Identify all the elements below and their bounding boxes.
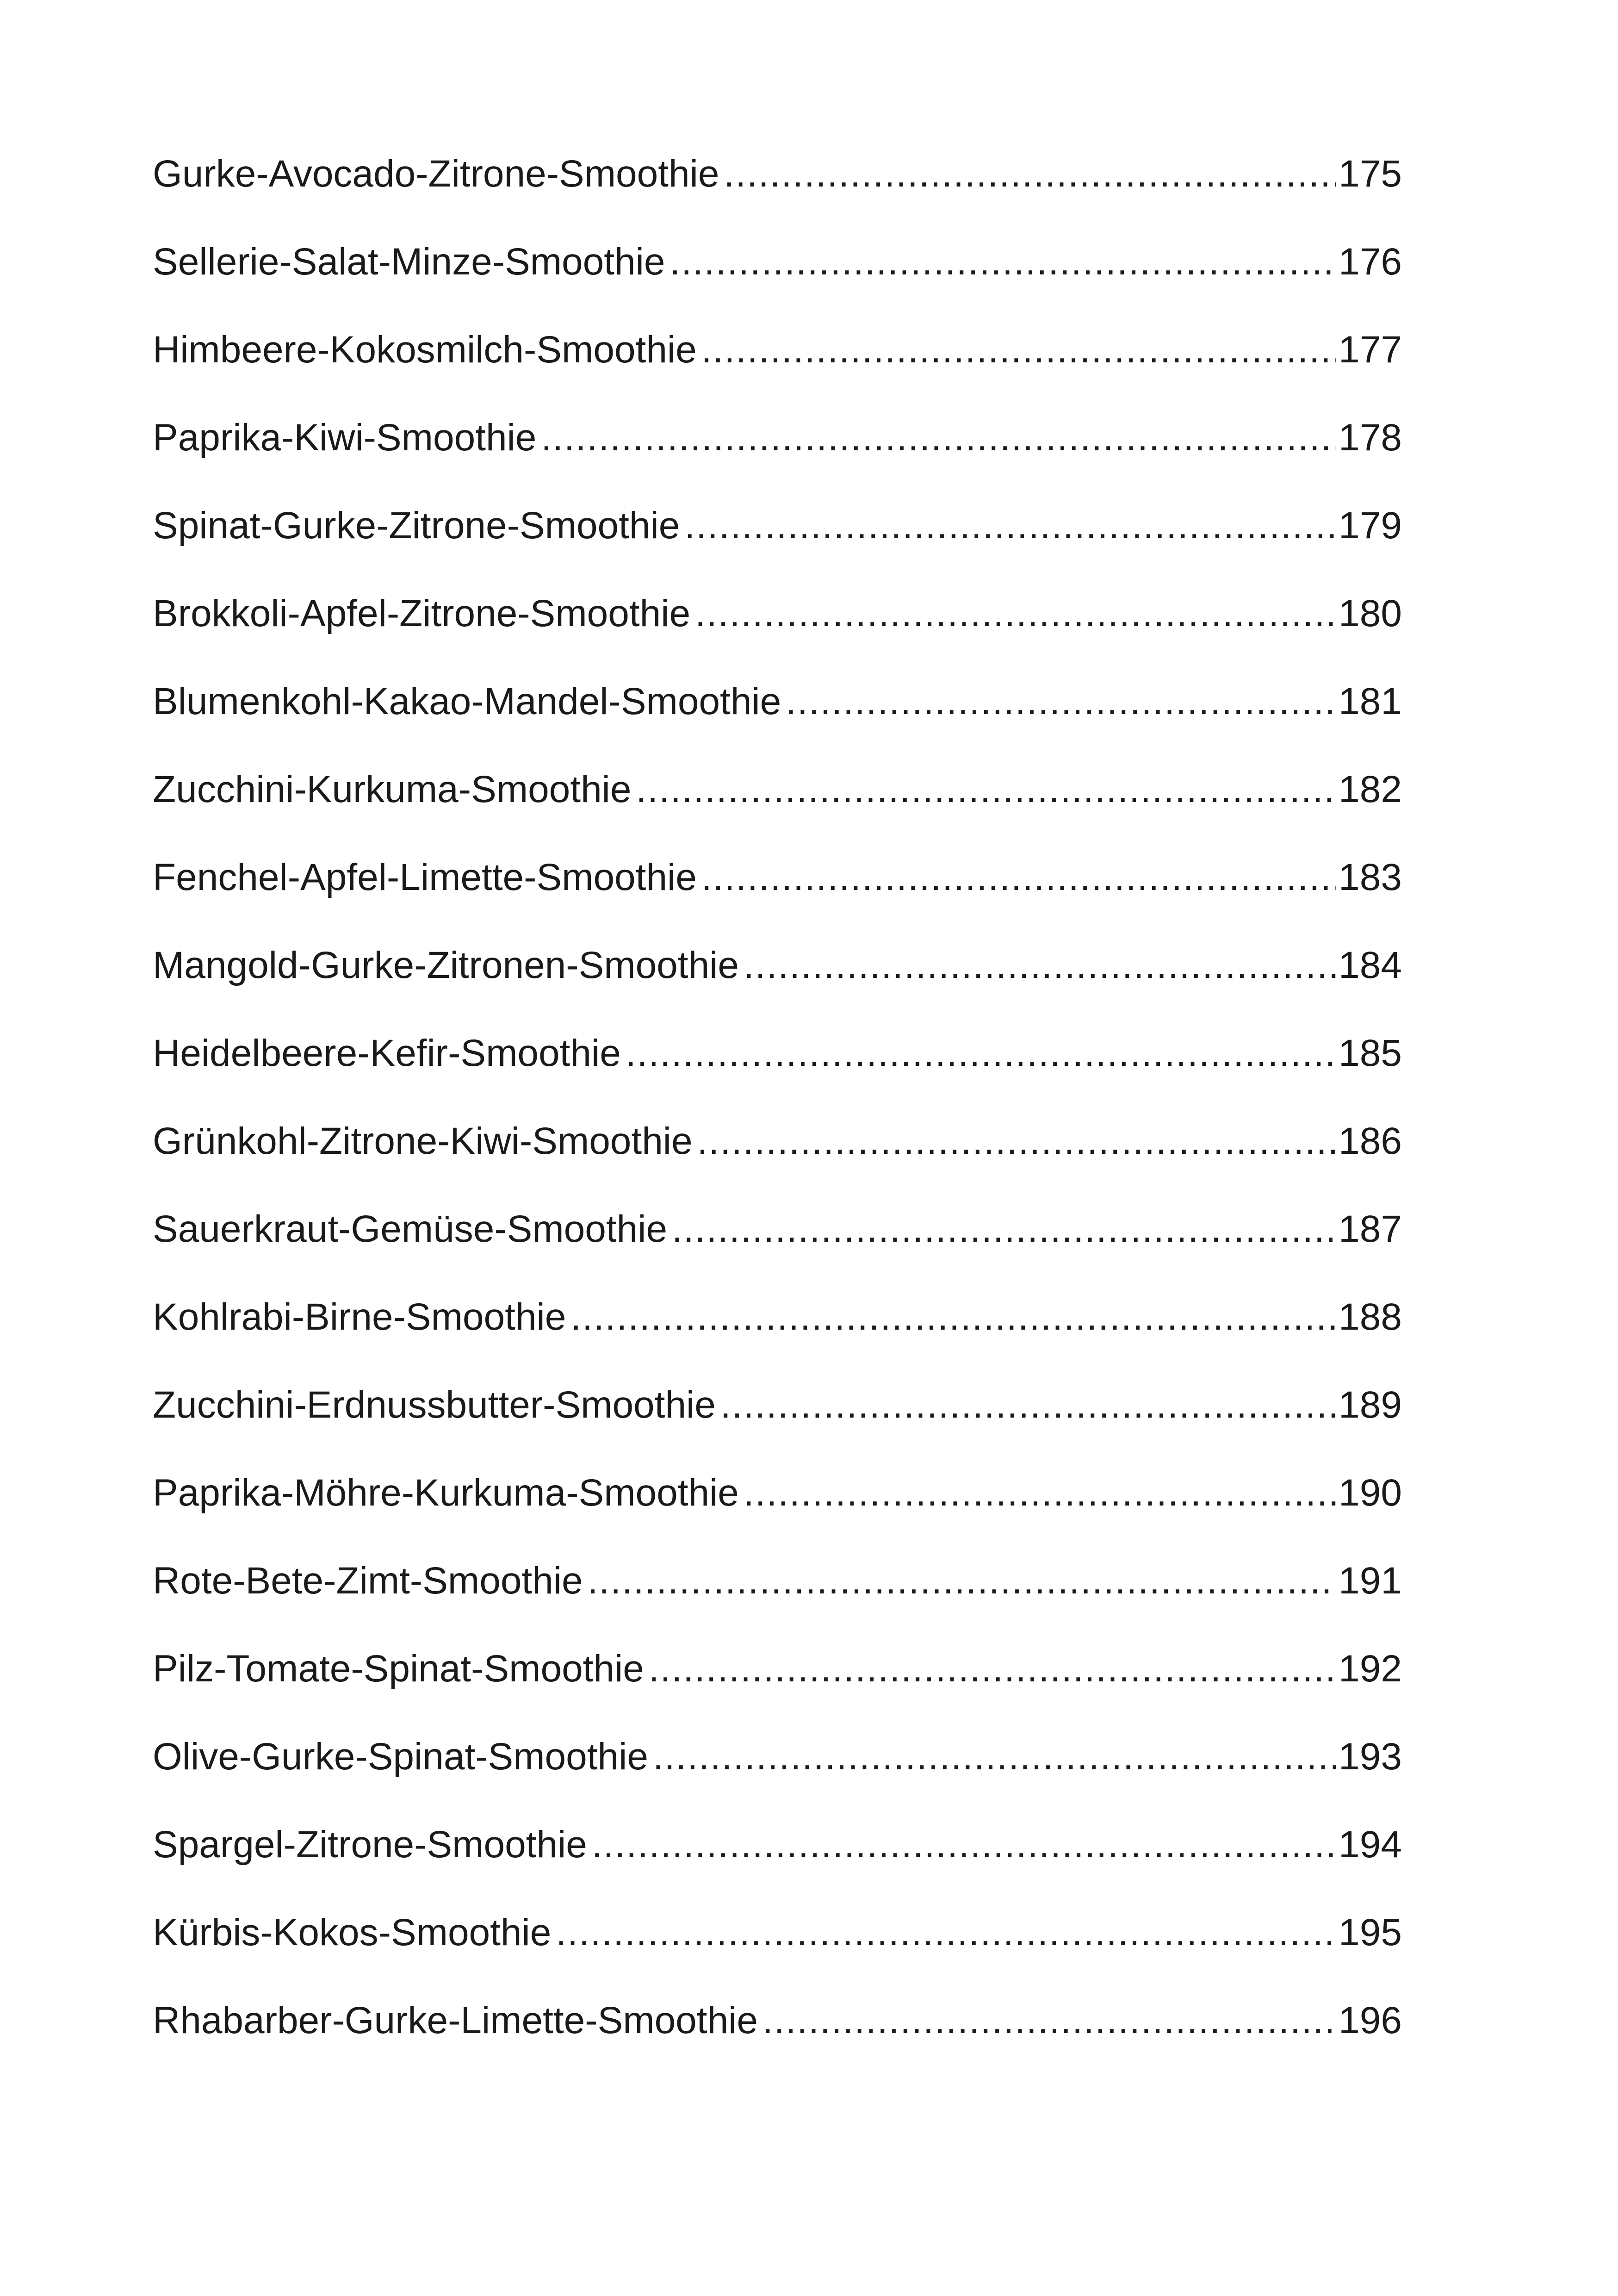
toc-entry[interactable] bbox=[153, 1034, 1402, 1122]
toc-entry-title: Rote-Bete-Zimt-Smoothie bbox=[153, 1560, 583, 1602]
toc-entry-page: 179 bbox=[1339, 504, 1402, 547]
toc-entry-page: 176 bbox=[1339, 241, 1402, 283]
toc-entry-title: Blumenkohl-Kakao-Mandel-Smoothie bbox=[153, 680, 781, 722]
toc-entry[interactable] bbox=[153, 1999, 1402, 2090]
toc-entry-page: 187 bbox=[1339, 1208, 1402, 1250]
toc-entry[interactable] bbox=[153, 1298, 1402, 1386]
toc-dot-leader bbox=[588, 1562, 1336, 1600]
toc-entry[interactable] bbox=[153, 1738, 1402, 1826]
toc-entry-page: 188 bbox=[1339, 1296, 1402, 1338]
toc-dot-leader bbox=[744, 946, 1336, 984]
toc-entry[interactable] bbox=[153, 768, 1402, 859]
toc-entry-title: Zucchini-Kurkuma-Smoothie bbox=[153, 768, 632, 810]
toc-entry-page: 183 bbox=[1339, 856, 1402, 898]
toc-entry-title: Olive-Gurke-Spinat-Smoothie bbox=[153, 1736, 648, 1778]
toc-entry-page: 184 bbox=[1339, 944, 1402, 986]
toc-entry-page: 196 bbox=[1339, 1999, 1402, 2041]
toc-entry-title: Grünkohl-Zitrone-Kiwi-Smoothie bbox=[153, 1120, 693, 1162]
toc-dot-leader bbox=[649, 1650, 1336, 1688]
toc-dot-leader bbox=[636, 771, 1336, 809]
toc-entry-title: Gurke-Avocado-Zitrone-Smoothie bbox=[153, 153, 719, 195]
toc-entry-title: Rhabarber-Gurke-Limette-Smoothie bbox=[153, 1999, 758, 2041]
toc-entry-title: Zucchini-Erdnussbutter-Smoothie bbox=[153, 1384, 716, 1426]
toc-entry-title: Sellerie-Salat-Minze-Smoothie bbox=[153, 241, 665, 283]
toc-entry[interactable] bbox=[153, 946, 1402, 1034]
toc-entry-title: Fenchel-Apfel-Limette-Smoothie bbox=[153, 856, 697, 898]
toc-entry-page: 180 bbox=[1339, 592, 1402, 635]
toc-entry[interactable] bbox=[153, 1474, 1402, 1562]
toc-entry[interactable] bbox=[153, 419, 1402, 507]
toc-entry-title: Sauerkraut-Gemüse-Smoothie bbox=[153, 1208, 668, 1250]
toc-dot-leader bbox=[744, 1474, 1336, 1512]
toc-entry-title: Pilz-Tomate-Spinat-Smoothie bbox=[153, 1648, 644, 1690]
toc-entry[interactable] bbox=[153, 1386, 1402, 1474]
toc-entry-page: 186 bbox=[1339, 1120, 1402, 1162]
toc-entry[interactable] bbox=[153, 1911, 1402, 2002]
toc-entry[interactable] bbox=[153, 680, 1402, 771]
toc-entry[interactable] bbox=[153, 155, 1402, 243]
toc-entry-title: Heidelbeere-Kefir-Smoothie bbox=[153, 1032, 621, 1074]
toc-entry-page: 177 bbox=[1339, 329, 1402, 371]
toc-entry[interactable] bbox=[153, 331, 1402, 419]
toc-dot-leader bbox=[720, 1386, 1336, 1424]
toc-entry-page: 178 bbox=[1339, 417, 1402, 459]
toc-dot-leader bbox=[626, 1034, 1336, 1072]
toc-entry[interactable] bbox=[153, 504, 1402, 595]
toc-dot-leader bbox=[541, 419, 1336, 457]
toc-dot-leader bbox=[670, 243, 1336, 281]
table-of-contents bbox=[153, 155, 1402, 2090]
toc-dot-leader bbox=[684, 507, 1336, 545]
toc-entry-page: 185 bbox=[1339, 1032, 1402, 1074]
toc-dot-leader bbox=[786, 683, 1336, 721]
toc-entry-page: 181 bbox=[1339, 680, 1402, 722]
toc-entry-title: Spinat-Gurke-Zitrone-Smoothie bbox=[153, 504, 680, 547]
toc-dot-leader bbox=[653, 1738, 1336, 1776]
toc-entry-title: Paprika-Möhre-Kurkuma-Smoothie bbox=[153, 1472, 739, 1514]
toc-entry-title: Himbeere-Kokosmilch-Smoothie bbox=[153, 329, 697, 371]
toc-entry-title: Spargel-Zitrone-Smoothie bbox=[153, 1823, 587, 1866]
toc-entry-page: 189 bbox=[1339, 1384, 1402, 1426]
toc-entry-page: 194 bbox=[1339, 1823, 1402, 1866]
toc-entry-page: 193 bbox=[1339, 1736, 1402, 1778]
toc-entry[interactable] bbox=[153, 856, 1402, 946]
toc-entry[interactable] bbox=[153, 243, 1402, 331]
toc-dot-leader bbox=[701, 331, 1336, 369]
toc-entry-title: Mangold-Gurke-Zitronen-Smoothie bbox=[153, 944, 739, 986]
toc-entry-page: 191 bbox=[1339, 1560, 1402, 1602]
toc-entry[interactable] bbox=[153, 1210, 1402, 1298]
toc-entry-title: Brokkoli-Apfel-Zitrone-Smoothie bbox=[153, 592, 691, 635]
toc-entry[interactable] bbox=[153, 1823, 1402, 1914]
toc-entry-title: Paprika-Kiwi-Smoothie bbox=[153, 417, 537, 459]
toc-entry-page: 192 bbox=[1339, 1648, 1402, 1690]
toc-dot-leader bbox=[697, 1122, 1336, 1160]
toc-entry[interactable] bbox=[153, 1562, 1402, 1650]
toc-dot-leader bbox=[701, 859, 1336, 896]
toc-entry-title: Kürbis-Kokos-Smoothie bbox=[153, 1911, 552, 1954]
toc-dot-leader bbox=[556, 1914, 1336, 1952]
toc-dot-leader bbox=[592, 1826, 1336, 1864]
toc-dot-leader bbox=[695, 595, 1336, 633]
toc-entry-page: 190 bbox=[1339, 1472, 1402, 1514]
toc-entry[interactable] bbox=[153, 592, 1402, 683]
toc-entry-page: 195 bbox=[1339, 1911, 1402, 1954]
toc-dot-leader bbox=[763, 2002, 1336, 2040]
toc-entry[interactable] bbox=[153, 1650, 1402, 1738]
toc-entry-title: Kohlrabi-Birne-Smoothie bbox=[153, 1296, 566, 1338]
toc-entry-page: 182 bbox=[1339, 768, 1402, 810]
toc-dot-leader bbox=[724, 155, 1336, 193]
toc-entry-page: 175 bbox=[1339, 153, 1402, 195]
toc-entry[interactable] bbox=[153, 1122, 1402, 1210]
toc-dot-leader bbox=[570, 1298, 1336, 1336]
toc-dot-leader bbox=[672, 1210, 1336, 1248]
